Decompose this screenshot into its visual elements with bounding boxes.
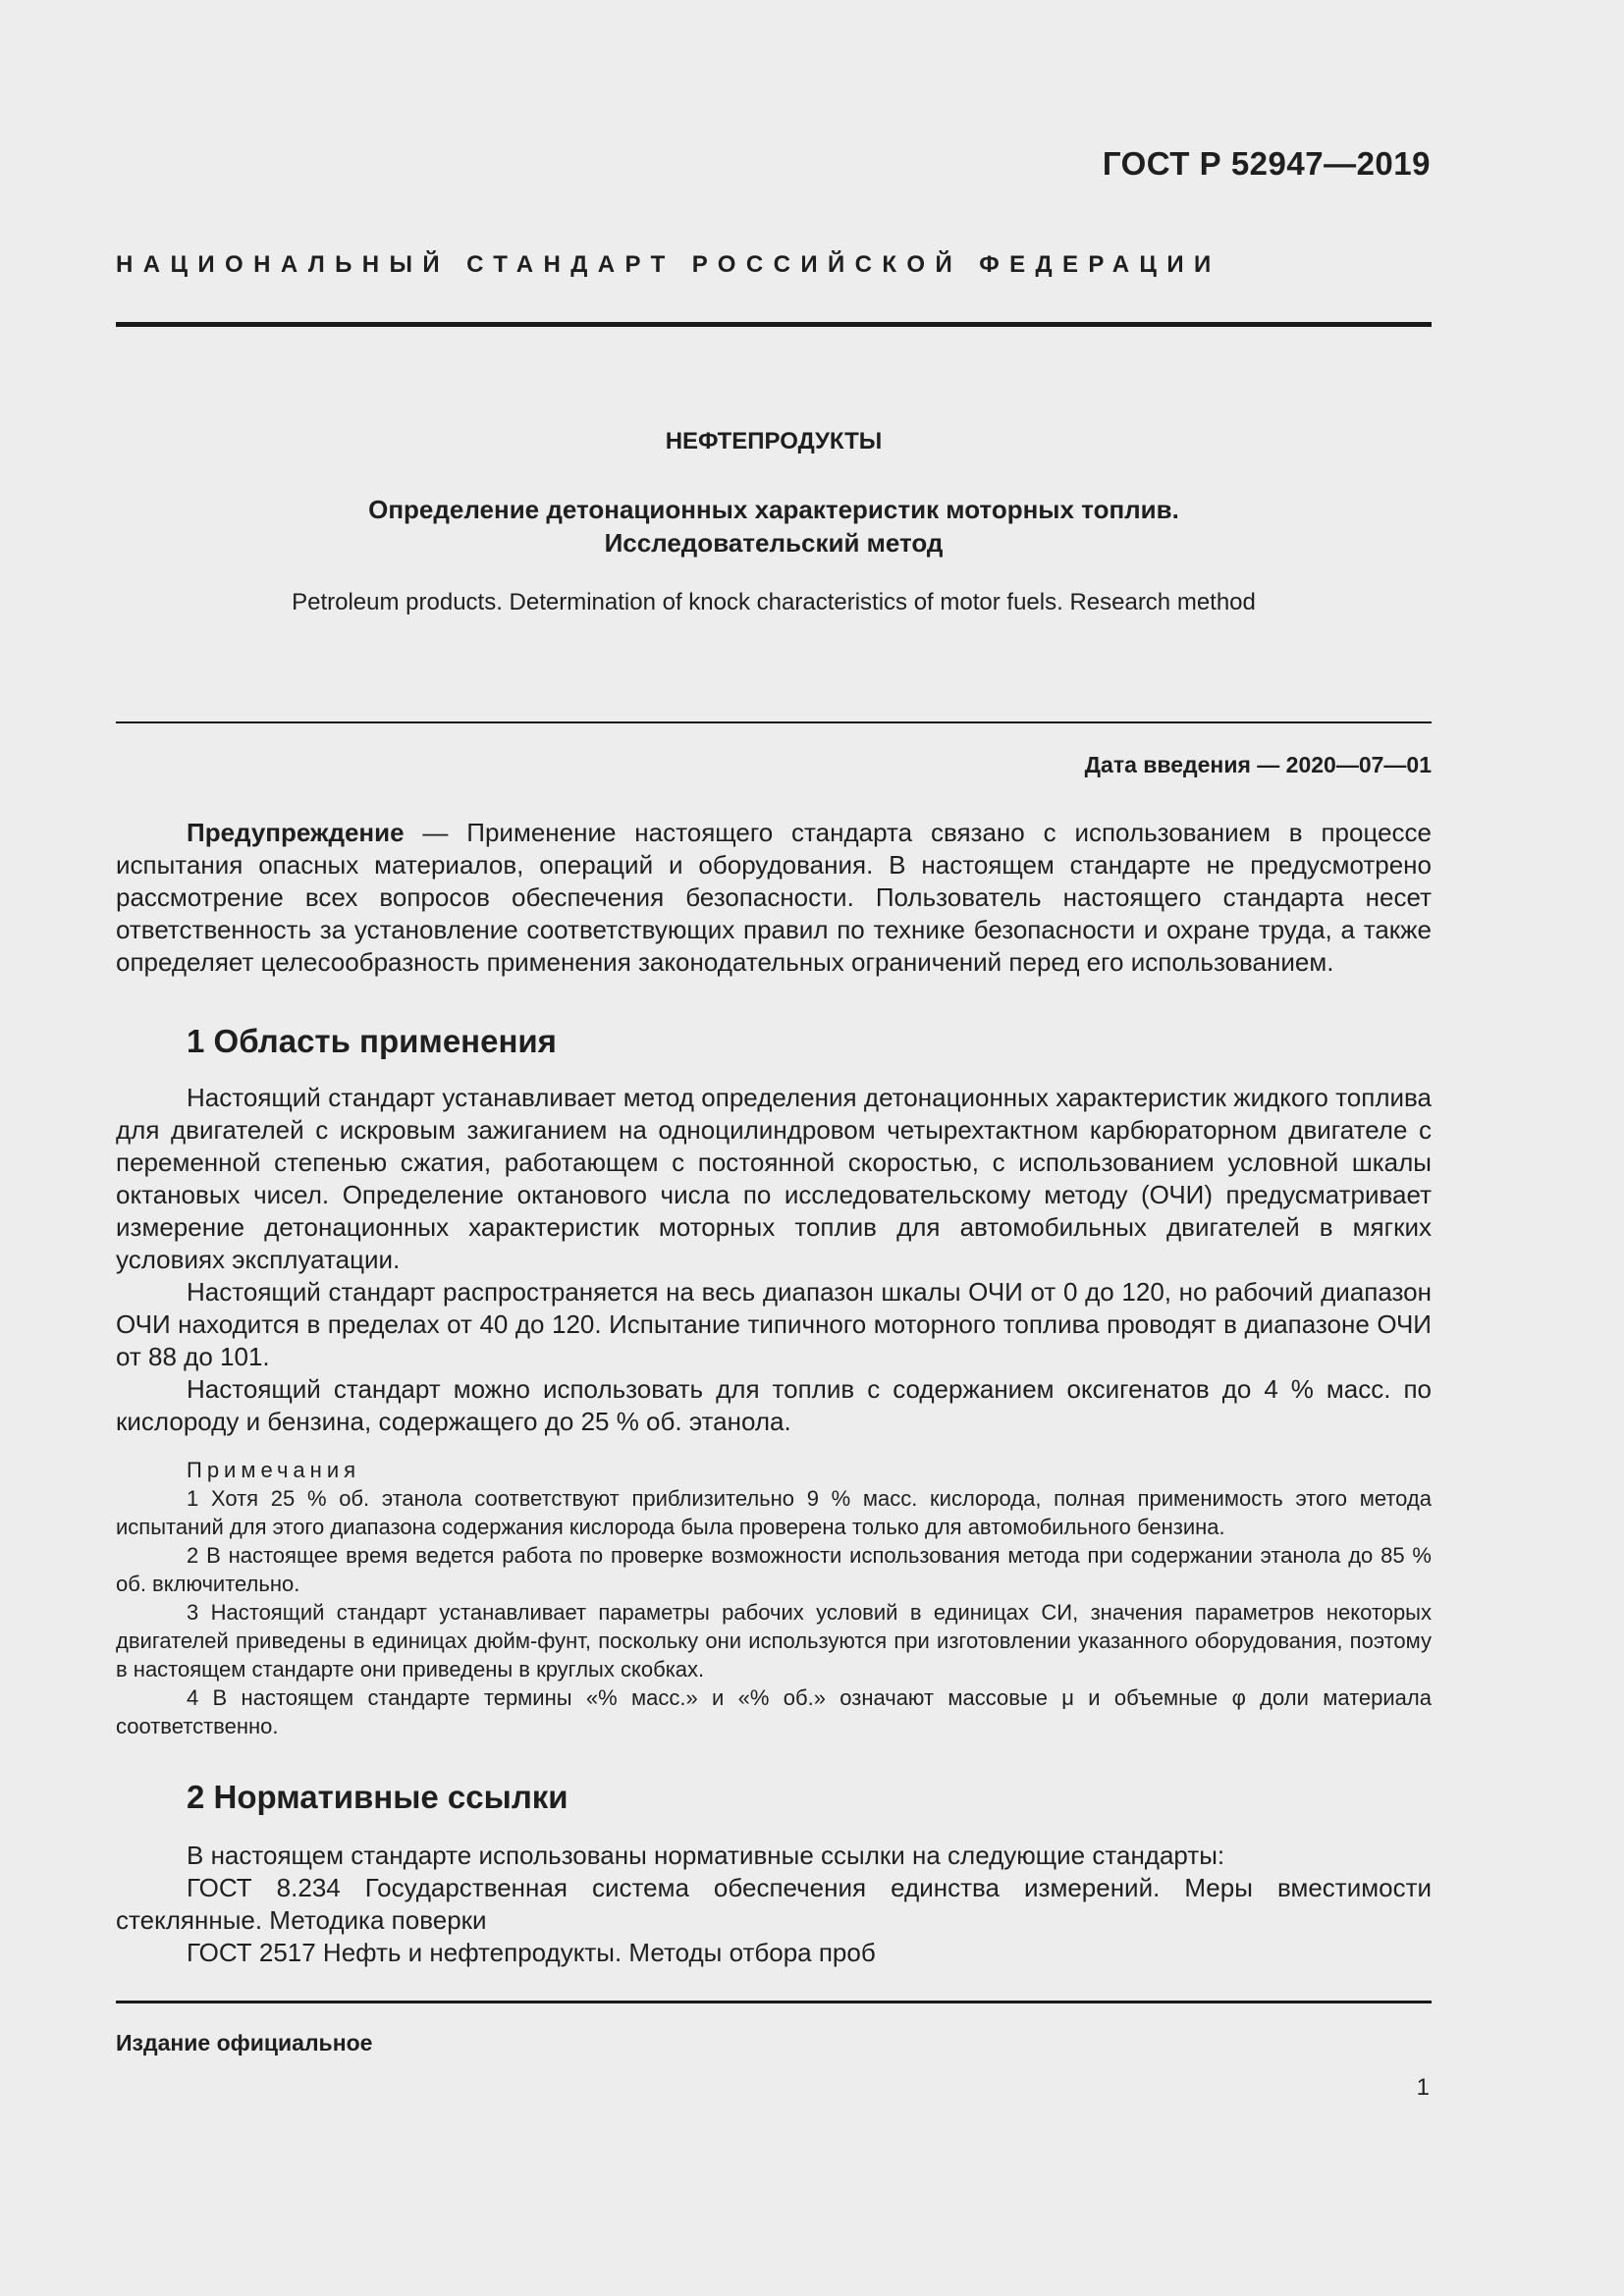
subtitle-line-2: Исследовательский метод (604, 528, 944, 558)
introduction-date: Дата введения — 2020—07—01 (1084, 752, 1432, 777)
section-1-heading: 1 Область применения (187, 1023, 557, 1059)
paragraph: ГОСТ 2517 Нефть и нефтепродукты. Методы отбора проб (187, 1938, 876, 1967)
note: 1 Хотя 25 % об. этанола соответствуют приблизительно 9 % масс. кислорода, полная применимость этого метода испытаний для этого диапазона содержания кислорода была проверена только для автомобильного бензина. (116, 1486, 1432, 1539)
paragraph: Настоящий стандарт распространяется на весь диапазон шкалы ОЧИ от 0 до 120, но рабочий диапазон ОЧИ находится в пределах от 40 до 120. Испытание типичного моторного топлива проводят в диапазоне ОЧИ от 88 до 101. (116, 1277, 1432, 1371)
note: 4 В настоящем стандарте термины «% масс.» и «% об.» означают массовые μ и объемные φ доли материала соответственно. (116, 1685, 1432, 1738)
notes-title: Примечания (187, 1458, 361, 1482)
section-2-heading: 2 Нормативные ссылки (187, 1779, 568, 1815)
header-divider (116, 322, 1432, 327)
warning-paragraph (116, 817, 1432, 979)
section-1-notes (116, 1456, 1432, 1740)
paragraph: В настоящем стандарте использованы нормативные ссылки на следующие стандарты: (187, 1841, 1225, 1870)
paragraph: ГОСТ 8.234 Государственная система обеспечения единства измерений. Меры вместимости стеклянные. Методика поверки (116, 1873, 1432, 1935)
official-edition-label: Издание официальное (116, 2030, 373, 2056)
document-subtitle (116, 493, 1432, 560)
paragraph: Настоящий стандарт можно использовать для топлив с содержанием оксигенатов до 4 % масс. по кислороду и бензина, содержащего до 25 % об. этанола. (116, 1374, 1432, 1436)
english-title: Petroleum products. Determination of knock characteristics of motor fuels. Research method (292, 589, 1256, 615)
standard-number: ГОСТ Р 52947—2019 (1102, 145, 1431, 182)
warning-text: — Применение настоящего стандарта связано с использованием в процессе испытания опасных материалов, операций и оборудования. В настоящем стандарте не предусмотрено рассмотрение всех вопросов обеспечения безопасности. Пользователь настоящего стандарта несет ответственность за установление соответствующих правил по технике безопасности и охране труда, а также определяет целесообразность применения законодательных ограничений перед его использованием. (116, 818, 1432, 977)
paragraph: Настоящий стандарт устанавливает метод определения детонационных характеристик жидкого топлива для двигателей с искровым зажиганием на одноцилиндровом четырехтактном карбюраторном двигателе с переменной степенью сжатия, работающем с постоянной скоростью, с использованием условной шкалы октановых чисел. Определение октанового числа по исследовательскому методу (ОЧИ) предусматривает измерение детонационных характеристик моторных топлив для автомобильных двигателей в мягких условиях эксплуатации. (116, 1083, 1432, 1274)
section-1-body (116, 1082, 1432, 1438)
footer-divider (116, 2001, 1432, 2003)
national-standard-banner: НАЦИОНАЛЬНЫЙ СТАНДАРТ РОССИЙСКОЙ ФЕДЕРАЦИИ (116, 251, 1221, 278)
title-divider (116, 721, 1432, 723)
note: 3 Настоящий стандарт устанавливает параметры рабочих условий в единицах СИ, значения параметров некоторых двигателей приведены в единицах дюйм-фунт, поскольку они используются при изготовлении указанного оборудования, поэтому в настоящем стандарте они приведены в круглых скобках. (116, 1600, 1432, 1682)
document-title: НЕФТЕПРОДУКТЫ (665, 428, 883, 454)
note: 2 В настоящее время ведется работа по проверке возможности использования метода при содержании этанола до 85 % об. включительно. (116, 1543, 1432, 1596)
subtitle-line-1: Определение детонационных характеристик моторных топлив. (368, 495, 1179, 524)
section-2-body (116, 1840, 1432, 1969)
page-number: 1 (1416, 2074, 1430, 2101)
warning-label: Предупреждение (187, 818, 405, 847)
